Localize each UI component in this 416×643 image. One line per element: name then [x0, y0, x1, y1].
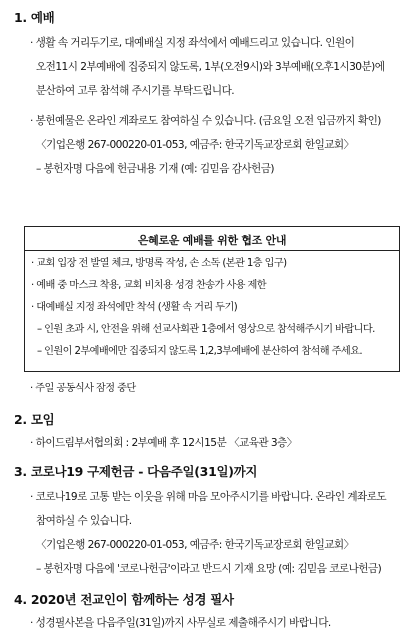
worship-line: 오전11시 2부예배에 집중되지 않도록, 1부(오전9시)와 3부예배(오후1시30분)에 [36, 61, 385, 73]
section-title-meeting: 2. 모임 [14, 412, 55, 427]
meeting-line: · 하이드림부서협의회 : 2부예배 후 12시15분 〈교육관 3층〉 [30, 437, 297, 449]
notice-item: – 인원이 2부예배에만 집중되지 않도록 1,2,3부예배에 분산하여 참석해 주세요. [37, 346, 363, 357]
notice-item: · 대예배실 지정 좌석에만 착석 (생활 속 거리 두기) [31, 302, 238, 313]
bank-account-line: 〈기업은행 267-000220-01-053, 예금주: 한국기독교장로회 한일교회〉 [36, 139, 354, 151]
notice-item: · 예배 중 마스크 착용, 교회 비치용 성경 찬송가 사용 제한 [31, 280, 266, 291]
bible-transcription-line: · 성경필사본을 다음주일(31일)까지 사무실로 제출해주시기 바랍니다. [30, 617, 331, 629]
section-title-covid-offering: 3. 코로나19 구제헌금 - 다음주일(31일)까지 [14, 464, 258, 479]
worship-line: 분산하여 고루 참석해 주시기를 부탁드립니다. [36, 85, 235, 97]
section-title-worship: 1. 예배 [14, 10, 55, 25]
notice-item: – 인원 초과 시, 안전을 위해 선교사회관 1층에서 영상으로 참석해주시기 바랍니다. [37, 324, 375, 335]
covid-offering-line: 참여하실 수 있습니다. [36, 515, 132, 527]
worship-line: · 생활 속 거리두기로, 대예배실 지정 좌석에서 예배드리고 있습니다. 인원이 [30, 37, 355, 49]
worship-line: · 봉헌예물은 온라인 계좌로도 참여하실 수 있습니다. (금요일 오전 입금까지 확인) [30, 115, 381, 127]
notice-box-title: 은혜로운 예배를 위한 협조 안내 [137, 234, 287, 247]
bank-account-line: 〈기업은행 267-000220-01-053, 예금주: 한국기독교장로회 한일교회〉 [36, 539, 354, 551]
section-title-bible-transcription: 4. 2020년 전교인이 함께하는 성경 필사 [14, 592, 234, 607]
covid-offering-line: · 코로나19로 고통 받는 이웃을 위해 마음 모아주시기를 바랍니다. 온라인 계좌로도 [30, 491, 387, 503]
worship-line: – 봉헌자명 다음에 헌금내용 기재 (예: 김믿음 감사헌금) [36, 163, 275, 175]
notice-item: · 교회 입장 전 발열 체크, 방명록 작성, 손 소독 (본관 1층 입구) [31, 258, 287, 269]
covid-offering-line: – 봉헌자명 다음에 '코로나헌금'이라고 반드시 기재 요망 (예: 김믿음 코로나헌금) [36, 563, 382, 575]
notice-box [24, 226, 400, 372]
notice-item: · 주일 공동식사 잠정 중단 [30, 383, 136, 394]
notice-box-divider [25, 250, 399, 251]
